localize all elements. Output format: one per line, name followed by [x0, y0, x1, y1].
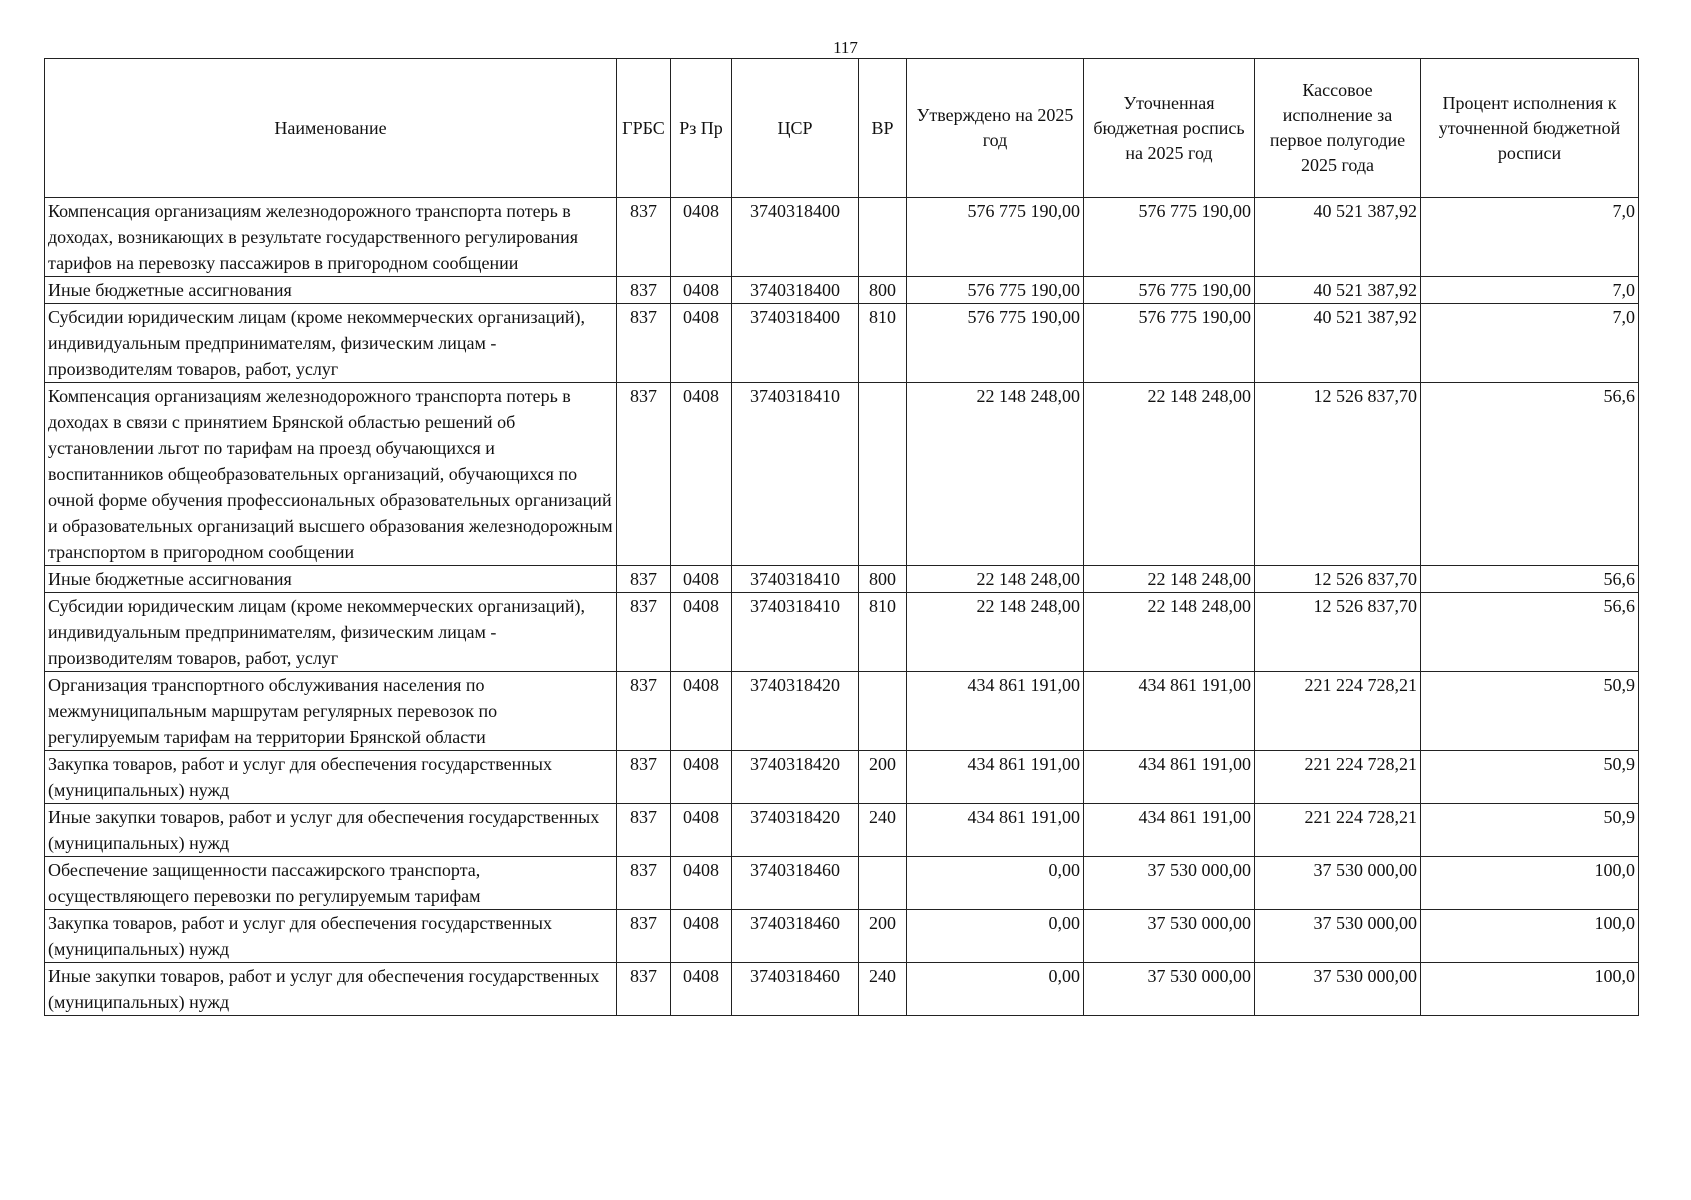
cell-grbs: 837 [617, 277, 671, 304]
table-row [45, 198, 1639, 277]
cell-rz-pr: 0408 [671, 593, 732, 672]
table-row [45, 566, 1639, 593]
cell-approved: 576 775 190,00 [907, 198, 1084, 277]
cell-cash: 12 526 837,70 [1255, 593, 1421, 672]
cell-rz-pr: 0408 [671, 910, 732, 963]
header-refined: Уточненная бюджетная роспись на 2025 год [1084, 59, 1255, 198]
cell-grbs: 837 [617, 566, 671, 593]
cell-rz-pr: 0408 [671, 963, 732, 1016]
cell-approved: 22 148 248,00 [907, 566, 1084, 593]
cell-rz-pr: 0408 [671, 566, 732, 593]
cell-refined: 22 148 248,00 [1084, 593, 1255, 672]
cell-csr: 3740318410 [732, 566, 859, 593]
cell-refined: 434 861 191,00 [1084, 672, 1255, 751]
cell-grbs: 837 [617, 857, 671, 910]
header-csr: ЦСР [732, 59, 859, 198]
cell-grbs: 837 [617, 593, 671, 672]
cell-rz-pr: 0408 [671, 672, 732, 751]
cell-percent: 100,0 [1421, 910, 1639, 963]
cell-csr: 3740318460 [732, 963, 859, 1016]
cell-refined: 434 861 191,00 [1084, 804, 1255, 857]
table-row [45, 804, 1639, 857]
cell-csr: 3740318400 [732, 304, 859, 383]
header-name: Наименование [45, 59, 617, 198]
cell-vr: 200 [859, 751, 907, 804]
cell-cash: 12 526 837,70 [1255, 383, 1421, 566]
cell-approved: 0,00 [907, 910, 1084, 963]
table-row [45, 751, 1639, 804]
cell-csr: 3740318410 [732, 593, 859, 672]
cell-percent: 7,0 [1421, 277, 1639, 304]
cell-refined: 576 775 190,00 [1084, 198, 1255, 277]
cell-grbs: 837 [617, 198, 671, 277]
cell-name: Иные бюджетные ассигнования [45, 566, 617, 593]
cell-vr [859, 383, 907, 566]
table-row [45, 857, 1639, 910]
table-row [45, 963, 1639, 1016]
cell-vr: 200 [859, 910, 907, 963]
cell-rz-pr: 0408 [671, 857, 732, 910]
cell-name: Закупка товаров, работ и услуг для обеспечения государственных (муниципальных) нужд [45, 910, 617, 963]
cell-approved: 22 148 248,00 [907, 383, 1084, 566]
cell-percent: 56,6 [1421, 383, 1639, 566]
cell-cash: 12 526 837,70 [1255, 566, 1421, 593]
cell-grbs: 837 [617, 304, 671, 383]
cell-name: Организация транспортного обслуживания населения по межмуниципальным маршрутам регулярных перевозок по регулируемым тарифам на территории Брянской области [45, 672, 617, 751]
cell-grbs: 837 [617, 751, 671, 804]
cell-refined: 37 530 000,00 [1084, 910, 1255, 963]
header-vr: ВР [859, 59, 907, 198]
table-header-row [45, 59, 1639, 198]
table-row [45, 593, 1639, 672]
cell-name: Компенсация организациям железнодорожного транспорта потерь в доходах в связи с принятием Брянской областью решений об установлении льгот по тарифам на проезд обучающихся и воспитанников общеобразовательных организаций, обучающихся по очной форме обучения профессиональных образовательных организаций и образовательных организаций высшего образования железнодорожным транспортом в пригородном сообщении [45, 383, 617, 566]
cell-vr: 800 [859, 566, 907, 593]
cell-cash: 37 530 000,00 [1255, 857, 1421, 910]
cell-vr [859, 857, 907, 910]
cell-csr: 3740318400 [732, 277, 859, 304]
cell-name: Иные закупки товаров, работ и услуг для обеспечения государственных (муниципальных) нужд [45, 804, 617, 857]
cell-vr: 800 [859, 277, 907, 304]
cell-percent: 7,0 [1421, 198, 1639, 277]
header-grbs: ГРБС [617, 59, 671, 198]
cell-refined: 576 775 190,00 [1084, 277, 1255, 304]
cell-vr [859, 672, 907, 751]
cell-cash: 221 224 728,21 [1255, 804, 1421, 857]
cell-cash: 221 224 728,21 [1255, 672, 1421, 751]
cell-approved: 434 861 191,00 [907, 672, 1084, 751]
cell-approved: 576 775 190,00 [907, 277, 1084, 304]
cell-grbs: 837 [617, 963, 671, 1016]
page-number: 117 [833, 38, 858, 57]
cell-csr: 3740318420 [732, 751, 859, 804]
cell-name: Субсидии юридическим лицам (кроме некоммерческих организаций), индивидуальным предпринимателям, физическим лицам - производителям товаров, работ, услуг [45, 593, 617, 672]
header-approved: Утверждено на 2025 год [907, 59, 1084, 198]
cell-rz-pr: 0408 [671, 277, 732, 304]
cell-csr: 3740318460 [732, 857, 859, 910]
cell-csr: 3740318420 [732, 804, 859, 857]
cell-name: Субсидии юридическим лицам (кроме некоммерческих организаций), индивидуальным предпринимателям, физическим лицам - производителям товаров, работ, услуг [45, 304, 617, 383]
cell-rz-pr: 0408 [671, 383, 732, 566]
table-row [45, 383, 1639, 566]
table-row [45, 910, 1639, 963]
table-row [45, 672, 1639, 751]
cell-grbs: 837 [617, 804, 671, 857]
cell-csr: 3740318410 [732, 383, 859, 566]
header-cash: Кассовое исполнение за первое полугодие 2025 года [1255, 59, 1421, 198]
cell-percent: 100,0 [1421, 963, 1639, 1016]
cell-cash: 40 521 387,92 [1255, 277, 1421, 304]
cell-cash: 221 224 728,21 [1255, 751, 1421, 804]
cell-csr: 3740318420 [732, 672, 859, 751]
cell-vr: 240 [859, 963, 907, 1016]
cell-approved: 434 861 191,00 [907, 751, 1084, 804]
cell-percent: 56,6 [1421, 566, 1639, 593]
cell-grbs: 837 [617, 910, 671, 963]
cell-percent: 50,9 [1421, 672, 1639, 751]
cell-percent: 56,6 [1421, 593, 1639, 672]
cell-approved: 22 148 248,00 [907, 593, 1084, 672]
cell-name: Закупка товаров, работ и услуг для обеспечения государственных (муниципальных) нужд [45, 751, 617, 804]
cell-approved: 434 861 191,00 [907, 804, 1084, 857]
table-row [45, 277, 1639, 304]
header-rz-pr: Рз Пр [671, 59, 732, 198]
cell-name: Обеспечение защищенности пассажирского транспорта, осуществляющего перевозки по регулируемым тарифам [45, 857, 617, 910]
cell-vr: 810 [859, 593, 907, 672]
cell-name: Иные закупки товаров, работ и услуг для обеспечения государственных (муниципальных) нужд [45, 963, 617, 1016]
cell-approved: 0,00 [907, 857, 1084, 910]
cell-refined: 22 148 248,00 [1084, 566, 1255, 593]
cell-name: Иные бюджетные ассигнования [45, 277, 617, 304]
cell-percent: 7,0 [1421, 304, 1639, 383]
cell-percent: 50,9 [1421, 751, 1639, 804]
cell-name: Компенсация организациям железнодорожного транспорта потерь в доходах, возникающих в результате государственного регулирования тарифов на перевозку пассажиров в пригородном сообщении [45, 198, 617, 277]
cell-refined: 434 861 191,00 [1084, 751, 1255, 804]
cell-cash: 40 521 387,92 [1255, 198, 1421, 277]
cell-csr: 3740318460 [732, 910, 859, 963]
table-row [45, 304, 1639, 383]
cell-percent: 50,9 [1421, 804, 1639, 857]
cell-refined: 37 530 000,00 [1084, 963, 1255, 1016]
cell-rz-pr: 0408 [671, 804, 732, 857]
cell-rz-pr: 0408 [671, 304, 732, 383]
cell-grbs: 837 [617, 383, 671, 566]
cell-grbs: 837 [617, 672, 671, 751]
header-percent: Процент исполнения к уточненной бюджетной росписи [1421, 59, 1639, 198]
cell-cash: 37 530 000,00 [1255, 963, 1421, 1016]
cell-csr: 3740318400 [732, 198, 859, 277]
cell-rz-pr: 0408 [671, 198, 732, 277]
cell-vr: 810 [859, 304, 907, 383]
cell-rz-pr: 0408 [671, 751, 732, 804]
cell-approved: 576 775 190,00 [907, 304, 1084, 383]
cell-vr: 240 [859, 804, 907, 857]
cell-refined: 22 148 248,00 [1084, 383, 1255, 566]
cell-cash: 37 530 000,00 [1255, 910, 1421, 963]
cell-approved: 0,00 [907, 963, 1084, 1016]
cell-refined: 37 530 000,00 [1084, 857, 1255, 910]
cell-percent: 100,0 [1421, 857, 1639, 910]
cell-vr [859, 198, 907, 277]
cell-refined: 576 775 190,00 [1084, 304, 1255, 383]
budget-table [44, 58, 1639, 1016]
cell-cash: 40 521 387,92 [1255, 304, 1421, 383]
